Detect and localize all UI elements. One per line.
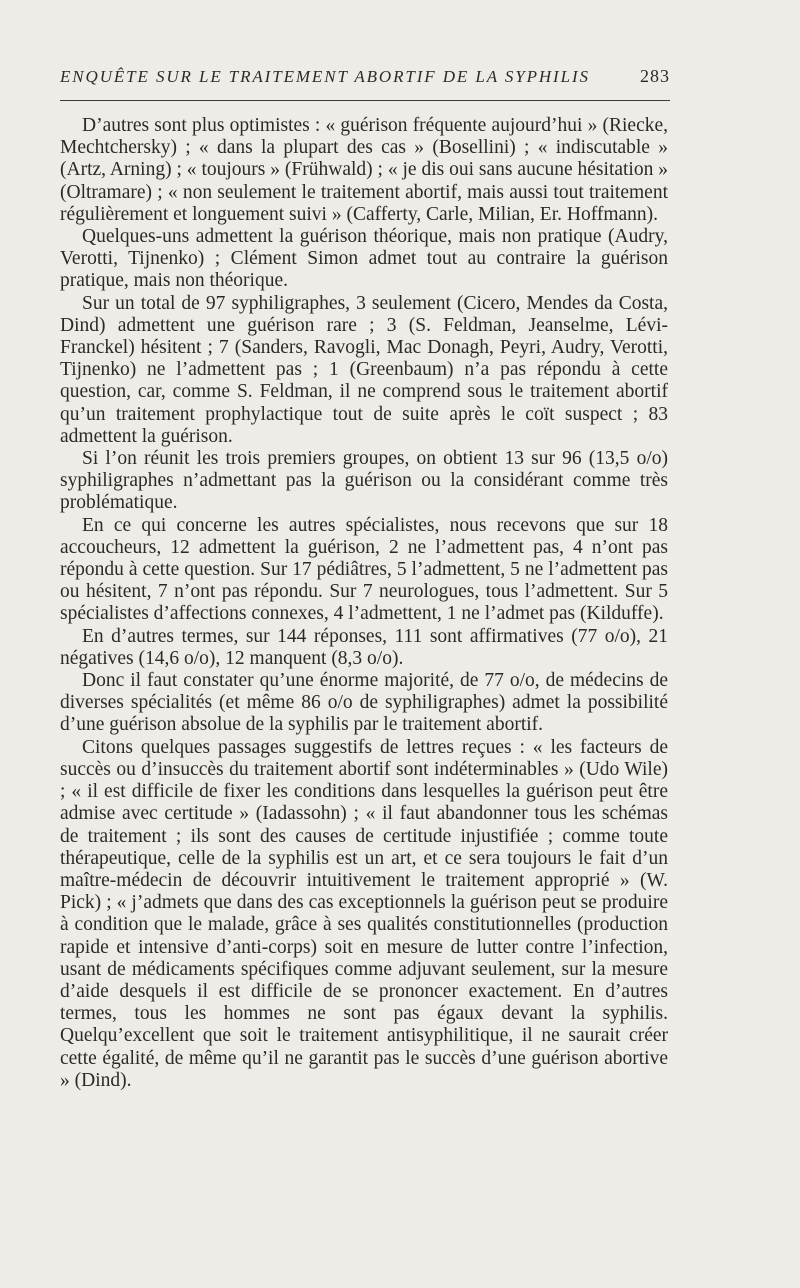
paragraph: Sur un total de 97 syphiligraphes, 3 seulement (Cicero, Mendes da Costa, Dind) admettent une guérison rare ; 3 (S. Feldman, Jeanselme, Lévi-Franckel) hésitent ; 7 (Sanders, Ravogli, Mac Donagh, Peyri, Audry, Verotti, Tijnenko) ne l’admettent pas ; 1 (Greenbaum) n’a pas répondu à cette question, car, comme S. Feldman, il ne comprend sous le traitement abortif qu’un traitement prophylactique tout de suite après le coït suspect ; 83 admettent la guérison. [60,292,668,447]
paragraph: En d’autres termes, sur 144 réponses, 111 sont affirmatives (77 o/o), 21 négatives (14,6 o/o), 12 manquent (8,3 o/o). [60,625,668,669]
header-rule [60,100,670,101]
page-number: 283 [640,66,670,86]
paragraph: Citons quelques passages suggestifs de lettres reçues : « les facteurs de succès ou d’insuccès du traitement abortif sont indéterminables » (Udo Wile) ; « il est difficile de fixer les conditions dans lesquelles la guérison peut être admise avec certitude » (Iadassohn) ; « il faut abandonner tous les schémas de traitement ; ils sont des causes de certitude injustifiée ; comme toute thérapeutique, celle de la syphilis est un art, et ce sera toujours le fait d’un maître-médecin de découvrir intuitivement le traitement approprié » (W. Pick) ; « j’admets que dans des cas exceptionnels la guérison peut se produire à condition que le malade, grâce à ses qualités constitutionnelles (production rapide et intensive d’anti-corps) soit en mesure de lutter contre l’infection, usant de médicaments spécifiques comme adjuvant seulement, sur la mesure d’aide desquels il est difficile de se prononcer exactement. En d’autres termes, tous les hommes ne sont pas égaux devant la syphilis. Quelqu’excellent que soit le traitement antisyphilitique, il ne saurait créer cette égalité, de même qu’il ne garantit pas le succès d’une guérison abortive » (Dind). [60,736,668,1091]
paragraph: Quelques-uns admettent la guérison théorique, mais non pratique (Audry, Verotti, Tijnenko) ; Clément Simon admet tout au contraire la guérison pratique, mais non théorique. [60,226,668,292]
running-title: ENQUÊTE SUR LE TRAITEMENT ABORTIF DE LA SYPHILIS [60,67,590,86]
body-text [60,115,668,1092]
paragraph: Donc il faut constater qu’une énorme majorité, de 77 o/o, de médecins de diverses spécialités (et même 86 o/o de syphiligraphes) admet la possibilité d’une guérison absolue de la syphilis par le traitement abortif. [60,670,668,736]
paragraph: D’autres sont plus optimistes : « guérison fréquente aujourd’hui » (Riecke, Mechtchersky) ; « dans la plupart des cas » (Bosellini) ; « indiscutable » (Artz, Arning) ; « toujours » (Frühwald) ; « je dis oui sans aucune hésitation » (Oltramare) ; « non seulement le traitement abortif, mais aussi tout traitement régulièrement et longuement suivi » (Cafferty, Carle, Milian, Er. Hoffmann). [60,115,668,225]
paragraph: En ce qui concerne les autres spécialistes, nous recevons que sur 18 accoucheurs, 12 admettent la guérison, 2 ne l’admettent pas, 4 n’ont pas répondu à cette question. Sur 17 pédiâtres, 5 l’admettent, 5 ne l’admettent pas ou hésitent, 7 n’ont pas répondu. Sur 7 neurologues, tous l’admettent. Sur 5 spécialistes d’affections connexes, 4 l’admettent, 1 ne l’admet pas (Kilduffe). [60,514,668,625]
paragraph: Si l’on réunit les trois premiers groupes, on obtient 13 sur 96 (13,5 o/o) syphiligraphes n’admettant pas la guérison ou la considérant comme très problématique. [60,448,668,514]
page-header [60,66,670,87]
